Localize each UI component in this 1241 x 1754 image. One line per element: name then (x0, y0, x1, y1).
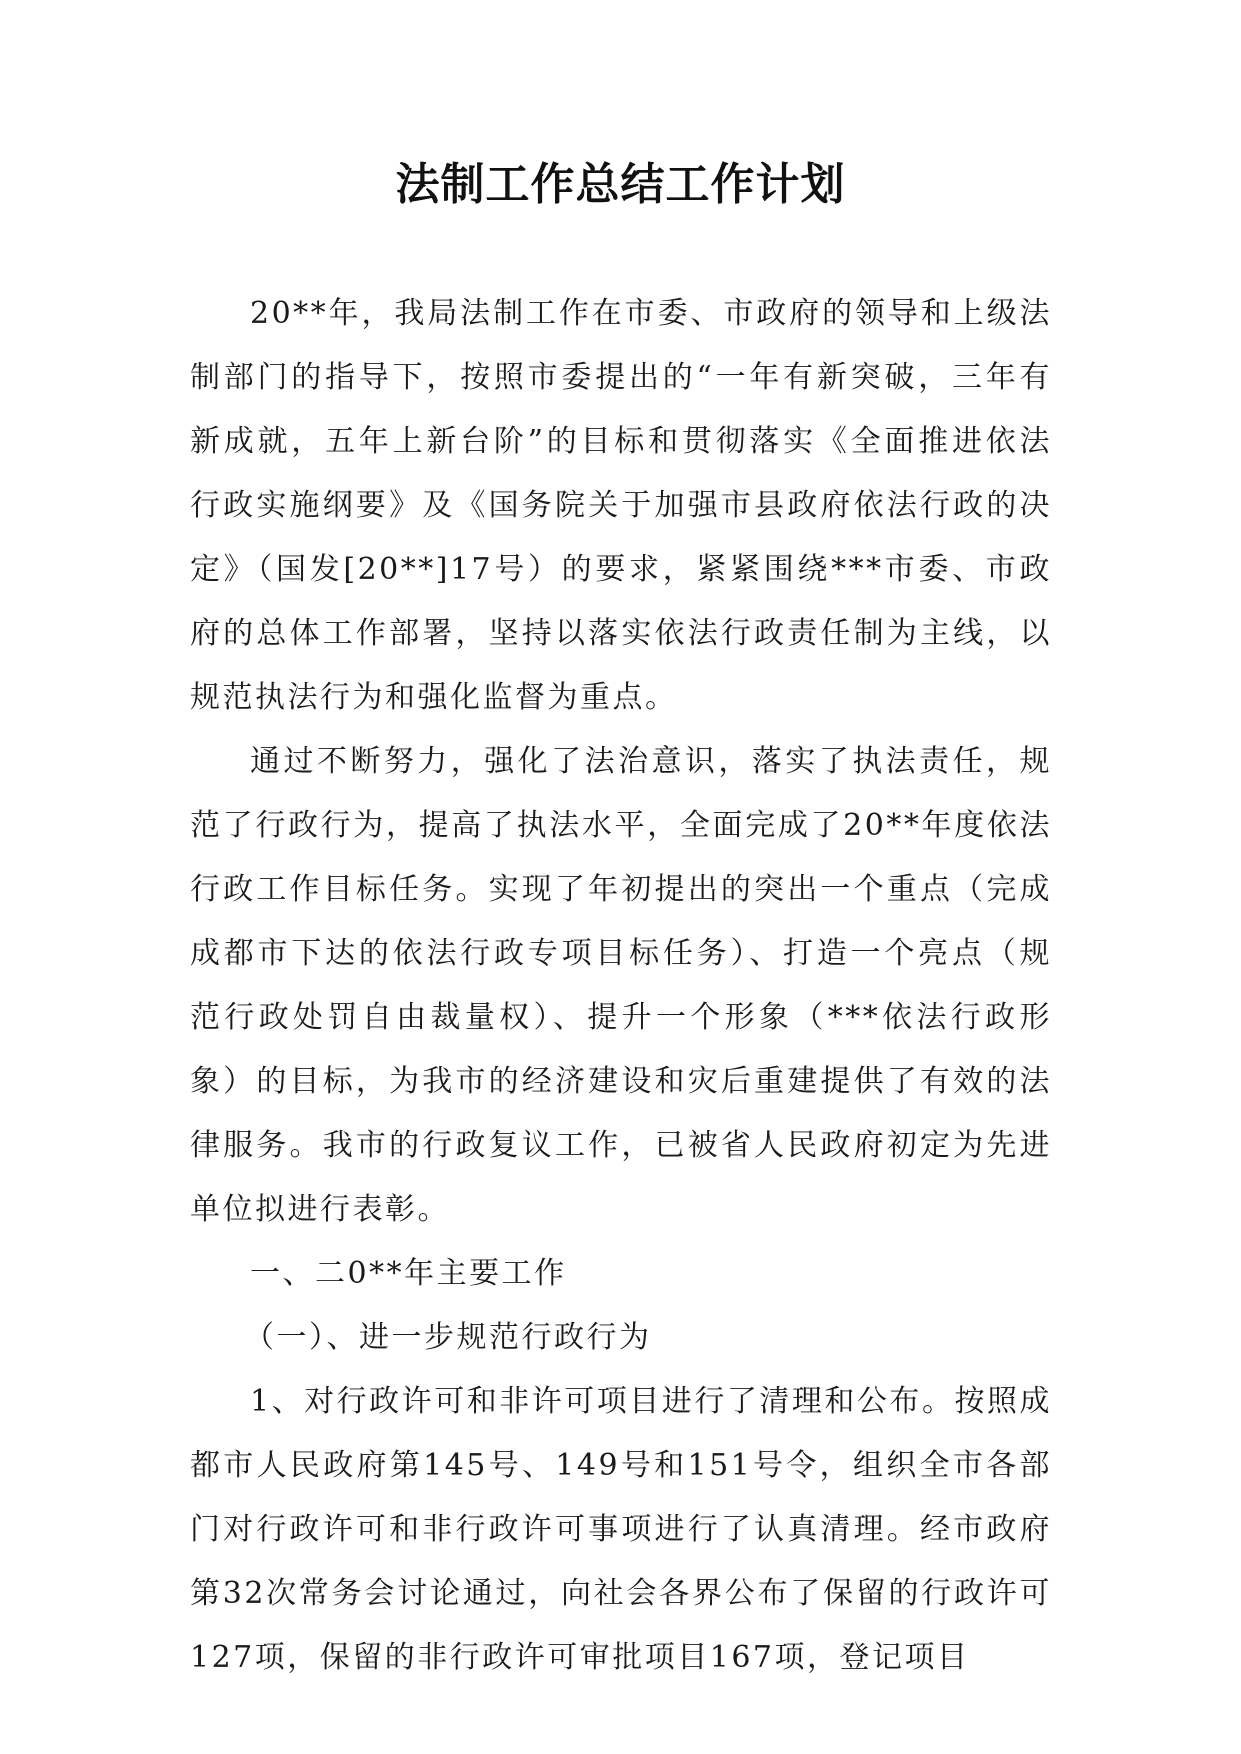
paragraph-intro: 20**年，我局法制工作在市委、市政府的领导和上级法制部门的指导下，按照市委提出的“一年有新突破，三年有新成就，五年上新台阶”的目标和贯彻落实《全面推进依法行政实施纲要》及《国务院关于加强市县政府依法行政的决定》（国发[20**]17号）的要求，紧紧围绕***市委、市政府的总体工作部署，坚持以落实依法行政责任制为主线，以规范执法行为和强化监督为重点。 (190, 296, 1052, 715)
paragraph-achievements: 通过不断努力，强化了法治意识，落实了执法责任，规范了行政行为，提高了执法水平，全面完成了20**年度依法行政工作目标任务。实现了年初提出的突出一个重点（完成成都市下达的依法行政专项目标任务）、打造一个亮点（规范行政处罚自由裁量权）、提升一个形象（***依法行政形象）的目标，为我市的经济建设和灾后重建提供了有效的法律服务。我市的行政复议工作，已被省人民政府初定为先进单位拟进行表彰。 (190, 744, 1052, 1227)
subsection-heading-standardize: （一）、进一步规范行政行为 (244, 1320, 652, 1355)
document-title: 法制工作总结工作计划 (395, 159, 846, 210)
section-heading-main-work: 一、二0**年主要工作 (250, 1256, 567, 1291)
document-body (190, 282, 1052, 1690)
paragraph-licensing: 1、对行政许可和非许可项目进行了清理和公布。按照成都市人民政府第145号、149号和151号令，组织全市各部门对行政许可和非行政许可事项进行了认真清理。经市政府第32次常务会讨论通过，向社会各界公布了保留的行政许可127项，保留的非行政许可审批项目167项，登记项目 (190, 1384, 1052, 1675)
